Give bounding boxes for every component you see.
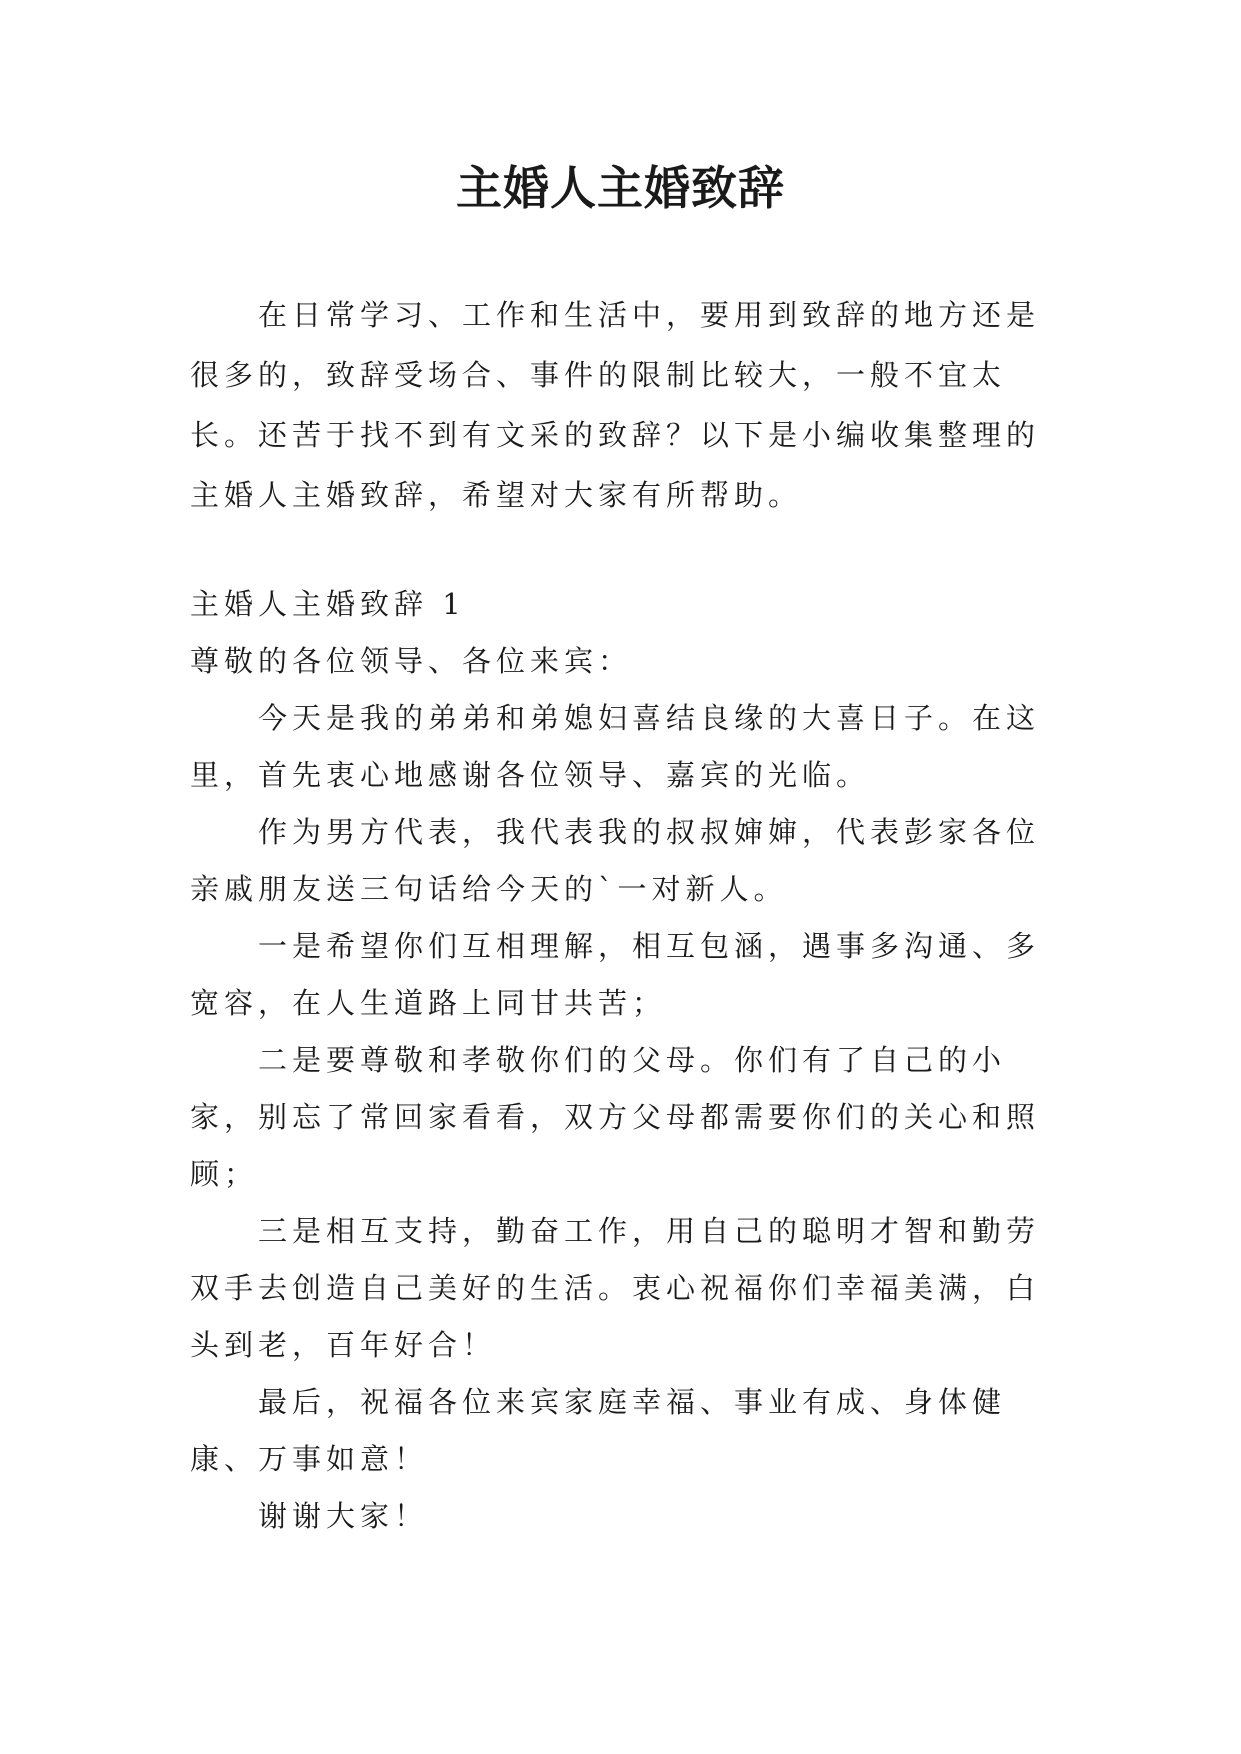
section-heading: 主婚人主婚致辞 1: [190, 587, 466, 621]
intro-paragraph: 在日常学习、工作和生活中，要用到致辞的地方还是很多的，致辞受场合、事件的限制比较大，一般不宜太长。还苦于找不到有文采的致辞？以下是小编收集整理的主婚人主婚致辞，希望对大家有所帮助。: [190, 298, 1041, 512]
paragraph-6: 最后，祝福各位来宾家庭幸福、事业有成、身体健康、万事如意！: [190, 1385, 1007, 1476]
closing-thanks: 谢谢大家！: [258, 1499, 429, 1533]
salutation: 尊敬的各位领导、各位来宾：: [190, 644, 633, 678]
speech-section: [190, 576, 1056, 1545]
paragraph-4: 二是要尊敬和孝敬你们的父母。你们有了自己的小家，别忘了常回家看看，双方父母都需要你们的关心和照顾；: [190, 1043, 1041, 1191]
paragraph-1: 今天是我的弟弟和弟媳妇喜结良缘的大喜日子。在这里，首先衷心地感谢各位领导、嘉宾的光临。: [190, 701, 1041, 792]
document-title: 主婚人主婚致辞: [456, 161, 785, 215]
paragraph-3: 一是希望你们互相理解，相互包涵，遇事多沟通、多宽容，在人生道路上同甘共苦；: [190, 929, 1041, 1020]
paragraph-2: 作为男方代表，我代表我的叔叔婶婶，代表彭家各位亲戚朋友送三句话给今天的`一对新人。: [190, 815, 1041, 906]
paragraph-5: 三是相互支持，勤奋工作，用自己的聪明才智和勤劳双手去创造自己美好的生活。衷心祝福你们幸福美满，白头到老，百年好合！: [190, 1214, 1041, 1362]
